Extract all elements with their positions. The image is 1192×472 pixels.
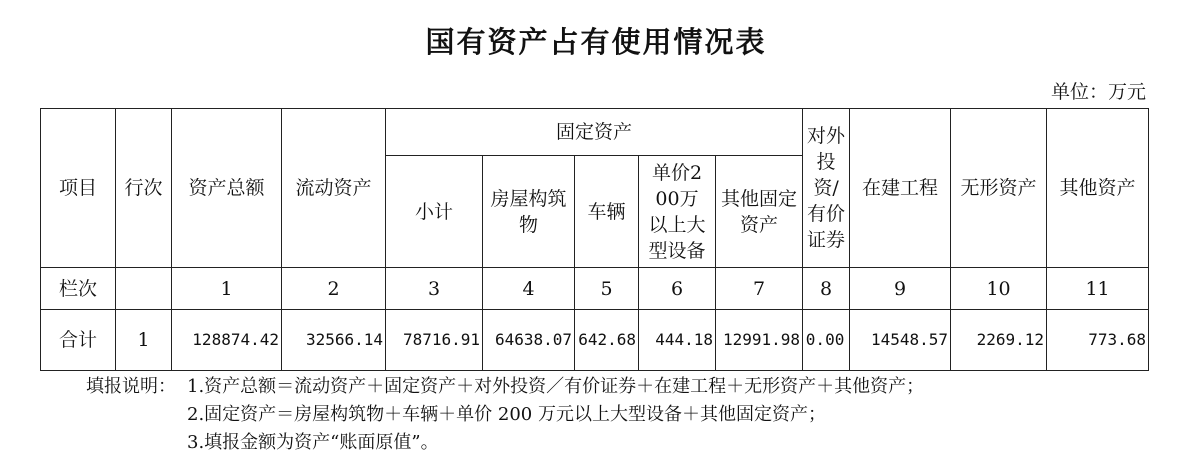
header-subtotal: 小计 <box>386 156 483 268</box>
construction-value: 14548.57 <box>850 310 951 371</box>
column-number: 2 <box>282 268 386 310</box>
total-assets-value: 128874.42 <box>172 310 282 371</box>
column-number: 5 <box>575 268 639 310</box>
intangible-value: 2269.12 <box>951 310 1047 371</box>
current-assets-value: 32566.14 <box>282 310 386 371</box>
header-item: 项目 <box>41 109 116 268</box>
buildings-value: 64638.07 <box>483 310 575 371</box>
fixed-subtotal-value: 78716.91 <box>386 310 483 371</box>
column-number: 10 <box>951 268 1047 310</box>
column-number: 7 <box>716 268 803 310</box>
header-intangible: 无形资产 <box>951 109 1047 268</box>
column-number: 1 <box>172 268 282 310</box>
asset-table <box>40 108 1149 371</box>
column-row-no <box>116 268 172 310</box>
filling-notes <box>86 373 924 457</box>
column-number: 4 <box>483 268 575 310</box>
total-row-label: 合计 <box>41 310 116 371</box>
column-number: 3 <box>386 268 483 310</box>
header-row-no: 行次 <box>116 109 172 268</box>
header-total-assets: 资产总额 <box>172 109 282 268</box>
note-item: 3.填报金额为资产“账面原值”。 <box>187 432 439 453</box>
header-other-fixed: 其他固定资产 <box>716 156 803 268</box>
header-current-assets: 流动资产 <box>282 109 386 268</box>
header-fixed-assets: 固定资产 <box>386 109 803 156</box>
note-item: 1.资产总额＝流动资产＋固定资产＋对外投资／有价证券＋在建工程＋无形资产＋其他资产； <box>187 376 925 397</box>
total-row-no: 1 <box>116 310 172 371</box>
large-equipment-value: 444.18 <box>639 310 716 371</box>
other-fixed-value: 12991.98 <box>716 310 803 371</box>
column-number: 6 <box>639 268 716 310</box>
column-row-label: 栏次 <box>41 268 116 310</box>
header-other-assets: 其他资产 <box>1047 109 1149 268</box>
column-number: 8 <box>803 268 850 310</box>
header-large-equipment: 单价200万以上大型设备 <box>639 156 716 268</box>
column-number: 11 <box>1047 268 1149 310</box>
header-buildings: 房屋构筑物 <box>483 156 575 268</box>
vehicles-value: 642.68 <box>575 310 639 371</box>
column-number: 9 <box>850 268 951 310</box>
header-vehicles: 车辆 <box>575 156 639 268</box>
unit-label: 单位：万元 <box>1050 81 1146 103</box>
notes-label: 填报说明： <box>86 376 176 397</box>
other-assets-value: 773.68 <box>1047 310 1149 371</box>
header-investments: 对外投资/有价证券 <box>803 109 850 268</box>
investments-value: 0.00 <box>803 310 850 371</box>
page-title: 国有资产占有使用情况表 <box>425 25 767 59</box>
note-item: 2.固定资产＝房屋构筑物＋车辆＋单价 200 万元以上大型设备＋其他固定资产； <box>187 404 826 425</box>
header-construction: 在建工程 <box>850 109 951 268</box>
